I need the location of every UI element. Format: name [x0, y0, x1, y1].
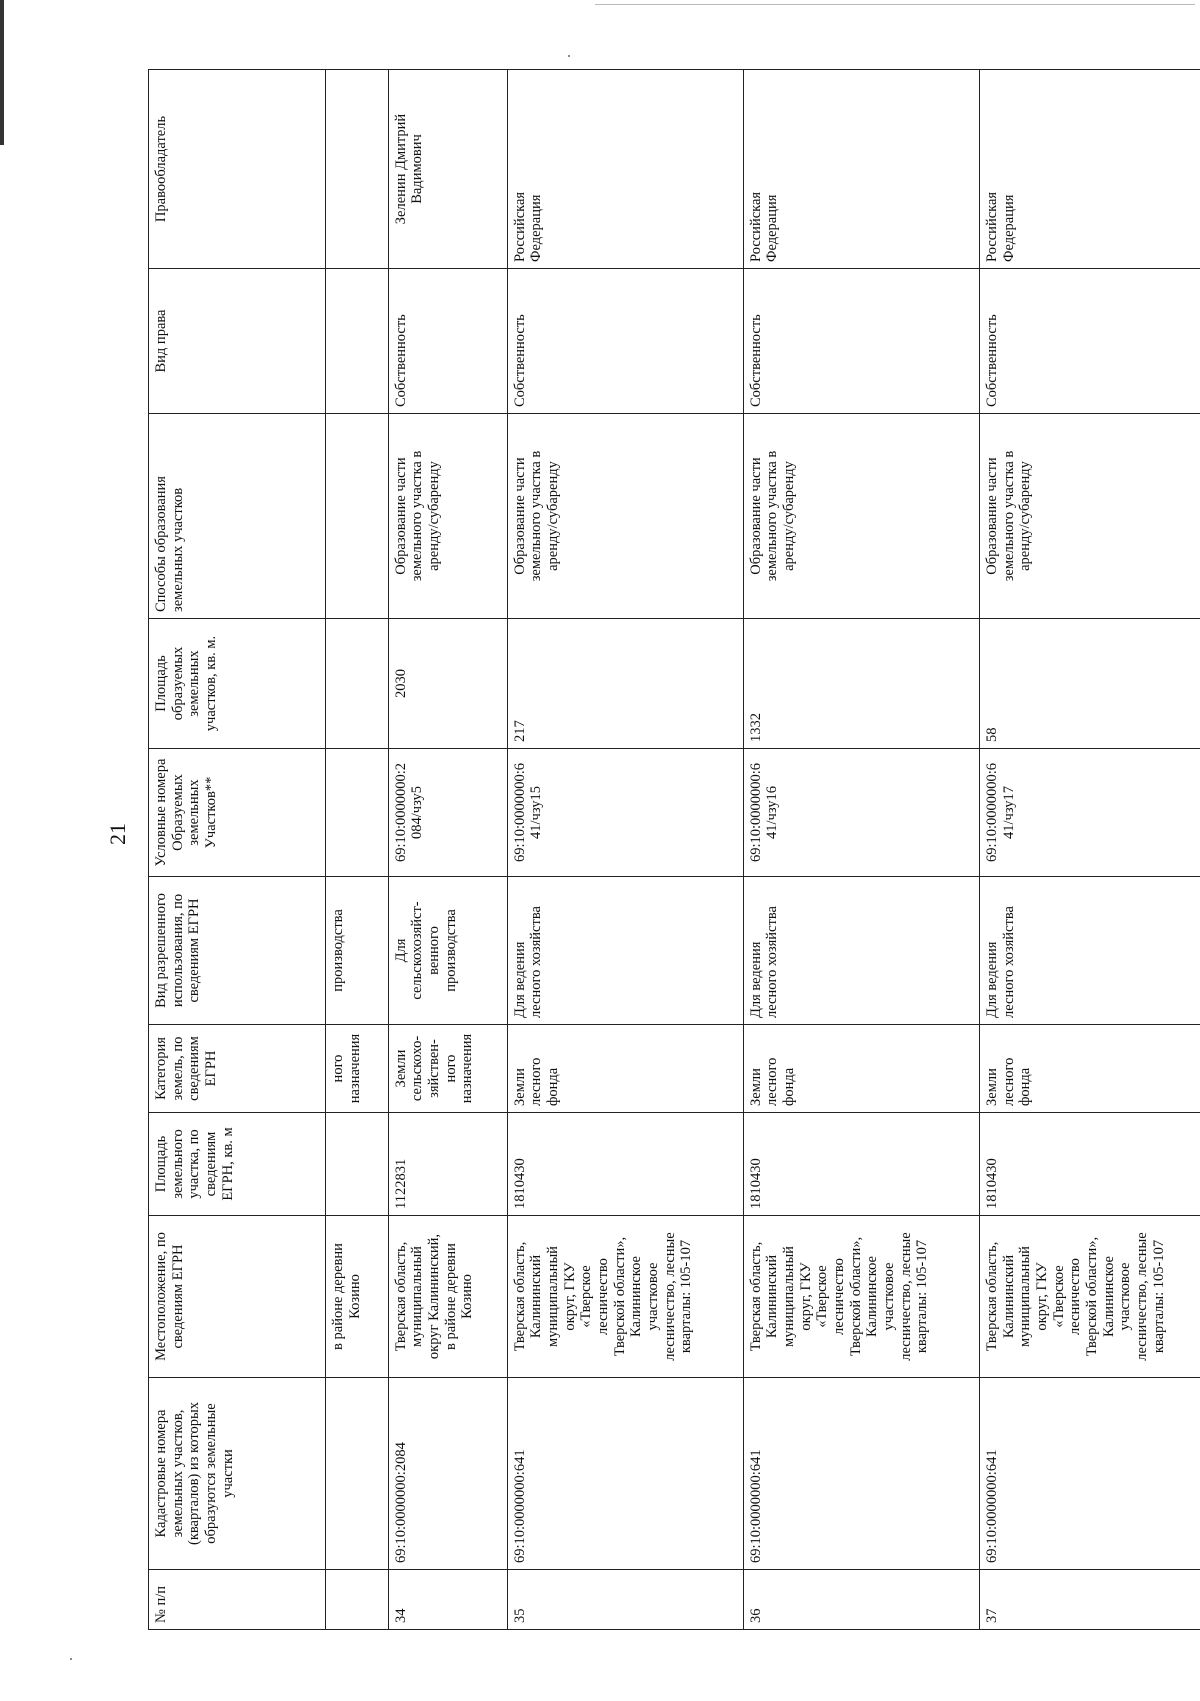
cell-right-type: [326, 269, 389, 414]
cell-category: ного назначения: [326, 1025, 389, 1113]
cell-cadastral: [326, 1378, 389, 1570]
header-formed-area: Площадь образуемых земельных участков, кв. м.: [149, 619, 326, 749]
cell-formation-method: Образование части земельного участка в аренду/субаренду: [388, 414, 507, 619]
cell-permitted-use: Для ведения лесного хозяйства: [979, 877, 1200, 1025]
scan-speck: [568, 55, 570, 57]
cell-holder: Российская Федерация: [743, 70, 979, 269]
cell-location: Тверская область, Калининский муниципальный округ, ГКУ «Тверское лесничество Тверской области», Калининское участковое лесничество, лесные кварталы: 105-107: [507, 1216, 743, 1378]
cell-right-type: Собственность: [743, 269, 979, 414]
cell-right-type: Собственность: [979, 269, 1200, 414]
table-header-row: [149, 70, 326, 1630]
cell-permitted-use: производства: [326, 877, 389, 1025]
cell-category: Земли сельскохо- зяйствен- ного назначения: [388, 1025, 507, 1113]
header-formation-method: Способы образования земельных участков: [149, 414, 326, 619]
header-holder: Правообладатель: [149, 70, 326, 269]
cell-right-type: Собственность: [388, 269, 507, 414]
cell-formed-area: [326, 619, 389, 749]
cell-num: 37: [979, 1570, 1200, 1630]
scan-top-line: [595, 4, 1195, 5]
cell-conditional-number: [326, 749, 389, 877]
cell-formed-area: 1332: [743, 619, 979, 749]
cell-cadastral: 69:10:0000000:641: [979, 1378, 1200, 1570]
header-area: Площадь земельного участка, по сведениям ЕГРН, кв. м: [149, 1113, 326, 1216]
header-location: Местоположение, по сведениям ЕГРН: [149, 1216, 326, 1378]
land-plots-table-frame: [148, 70, 1200, 1630]
cell-category: Земли лесного фонда: [507, 1025, 743, 1113]
cell-formation-method: Образование части земельного участка в аренду/субаренду: [507, 414, 743, 619]
cell-area: 1810430: [979, 1113, 1200, 1216]
table-row: [388, 70, 507, 1630]
cell-num: 34: [388, 1570, 507, 1630]
cell-conditional-number: 69:10:0000000:6 41/чзу16: [743, 749, 979, 877]
table-row: [979, 70, 1200, 1630]
cell-area: 1810430: [507, 1113, 743, 1216]
cell-conditional-number: 69:10:0000000:2 084/чзу5: [388, 749, 507, 877]
land-plots-table: [148, 69, 1200, 1630]
table-row: [743, 70, 979, 1630]
cell-cadastral: 69:10:0000000:641: [743, 1378, 979, 1570]
cell-formation-method: Образование части земельного участка в аренду/субаренду: [743, 414, 979, 619]
cell-formation-method: [326, 414, 389, 619]
scan-speck: [70, 1658, 72, 1660]
cell-conditional-number: 69:10:0000000:6 41/чзу17: [979, 749, 1200, 877]
cell-num: [326, 1570, 389, 1630]
cell-permitted-use: Для ведения лесного хозяйства: [507, 877, 743, 1025]
header-permitted-use: Вид разрешенного использования, по сведениям ЕГРН: [149, 877, 326, 1025]
cell-location: в районе деревни Козино: [326, 1216, 389, 1378]
table-row: [507, 70, 743, 1630]
cell-formed-area: 217: [507, 619, 743, 749]
header-conditional-numbers: Условные номера Образуемых земельных Участков**: [149, 749, 326, 877]
cell-category: Земли лесного фонда: [743, 1025, 979, 1113]
cell-holder: Зеленин Дмитрий Вадимович: [388, 70, 507, 269]
cell-holder: [326, 70, 389, 269]
cell-holder: Российская Федерация: [507, 70, 743, 269]
cell-formation-method: Образование части земельного участка в аренду/субаренду: [979, 414, 1200, 619]
cell-cadastral: 69:10:0000000:2084: [388, 1378, 507, 1570]
cell-category: Земли лесного фонда: [979, 1025, 1200, 1113]
cell-area: 1122831: [388, 1113, 507, 1216]
cell-formed-area: 58: [979, 619, 1200, 749]
cell-cadastral: 69:10:0000000:641: [507, 1378, 743, 1570]
cell-formed-area: 2030: [388, 619, 507, 749]
cell-area: [326, 1113, 389, 1216]
cell-permitted-use: Для ведения лесного хозяйства: [743, 877, 979, 1025]
cell-permitted-use: Для сельскохозяйст- венного производства: [388, 877, 507, 1025]
cell-num: 36: [743, 1570, 979, 1630]
header-num: № п/п: [149, 1570, 326, 1630]
cell-location: Тверская область, Калининский муниципальный округ, ГКУ «Тверское лесничество Тверской области», Калининское участковое лесничество, лесные кварталы: 105-107: [979, 1216, 1200, 1378]
cell-location: Тверская область, Калининский муниципальный округ, ГКУ «Тверское лесничество Тверской области», Калининское участковое лесничество, лесные кварталы: 105-107: [743, 1216, 979, 1378]
header-category: Категория земель, по сведениям ЕГРН: [149, 1025, 326, 1113]
header-cadastral: Кадастровые номера земельных участков, (кварталов) из которых образуются земельные участки: [149, 1378, 326, 1570]
cell-num: 35: [507, 1570, 743, 1630]
scan-edge-mark: [0, 0, 4, 145]
header-right-type: Вид права: [149, 269, 326, 414]
cell-holder: Российская Федерация: [979, 70, 1200, 269]
cell-right-type: Собственность: [507, 269, 743, 414]
cell-conditional-number: 69:10:0000000:6 41/чзу15: [507, 749, 743, 877]
page-number: 21: [105, 823, 130, 845]
table-row-continuation: [326, 70, 389, 1630]
cell-location: Тверская область, муниципальный округ Калининский, в районе деревни Козино: [388, 1216, 507, 1378]
cell-area: 1810430: [743, 1113, 979, 1216]
